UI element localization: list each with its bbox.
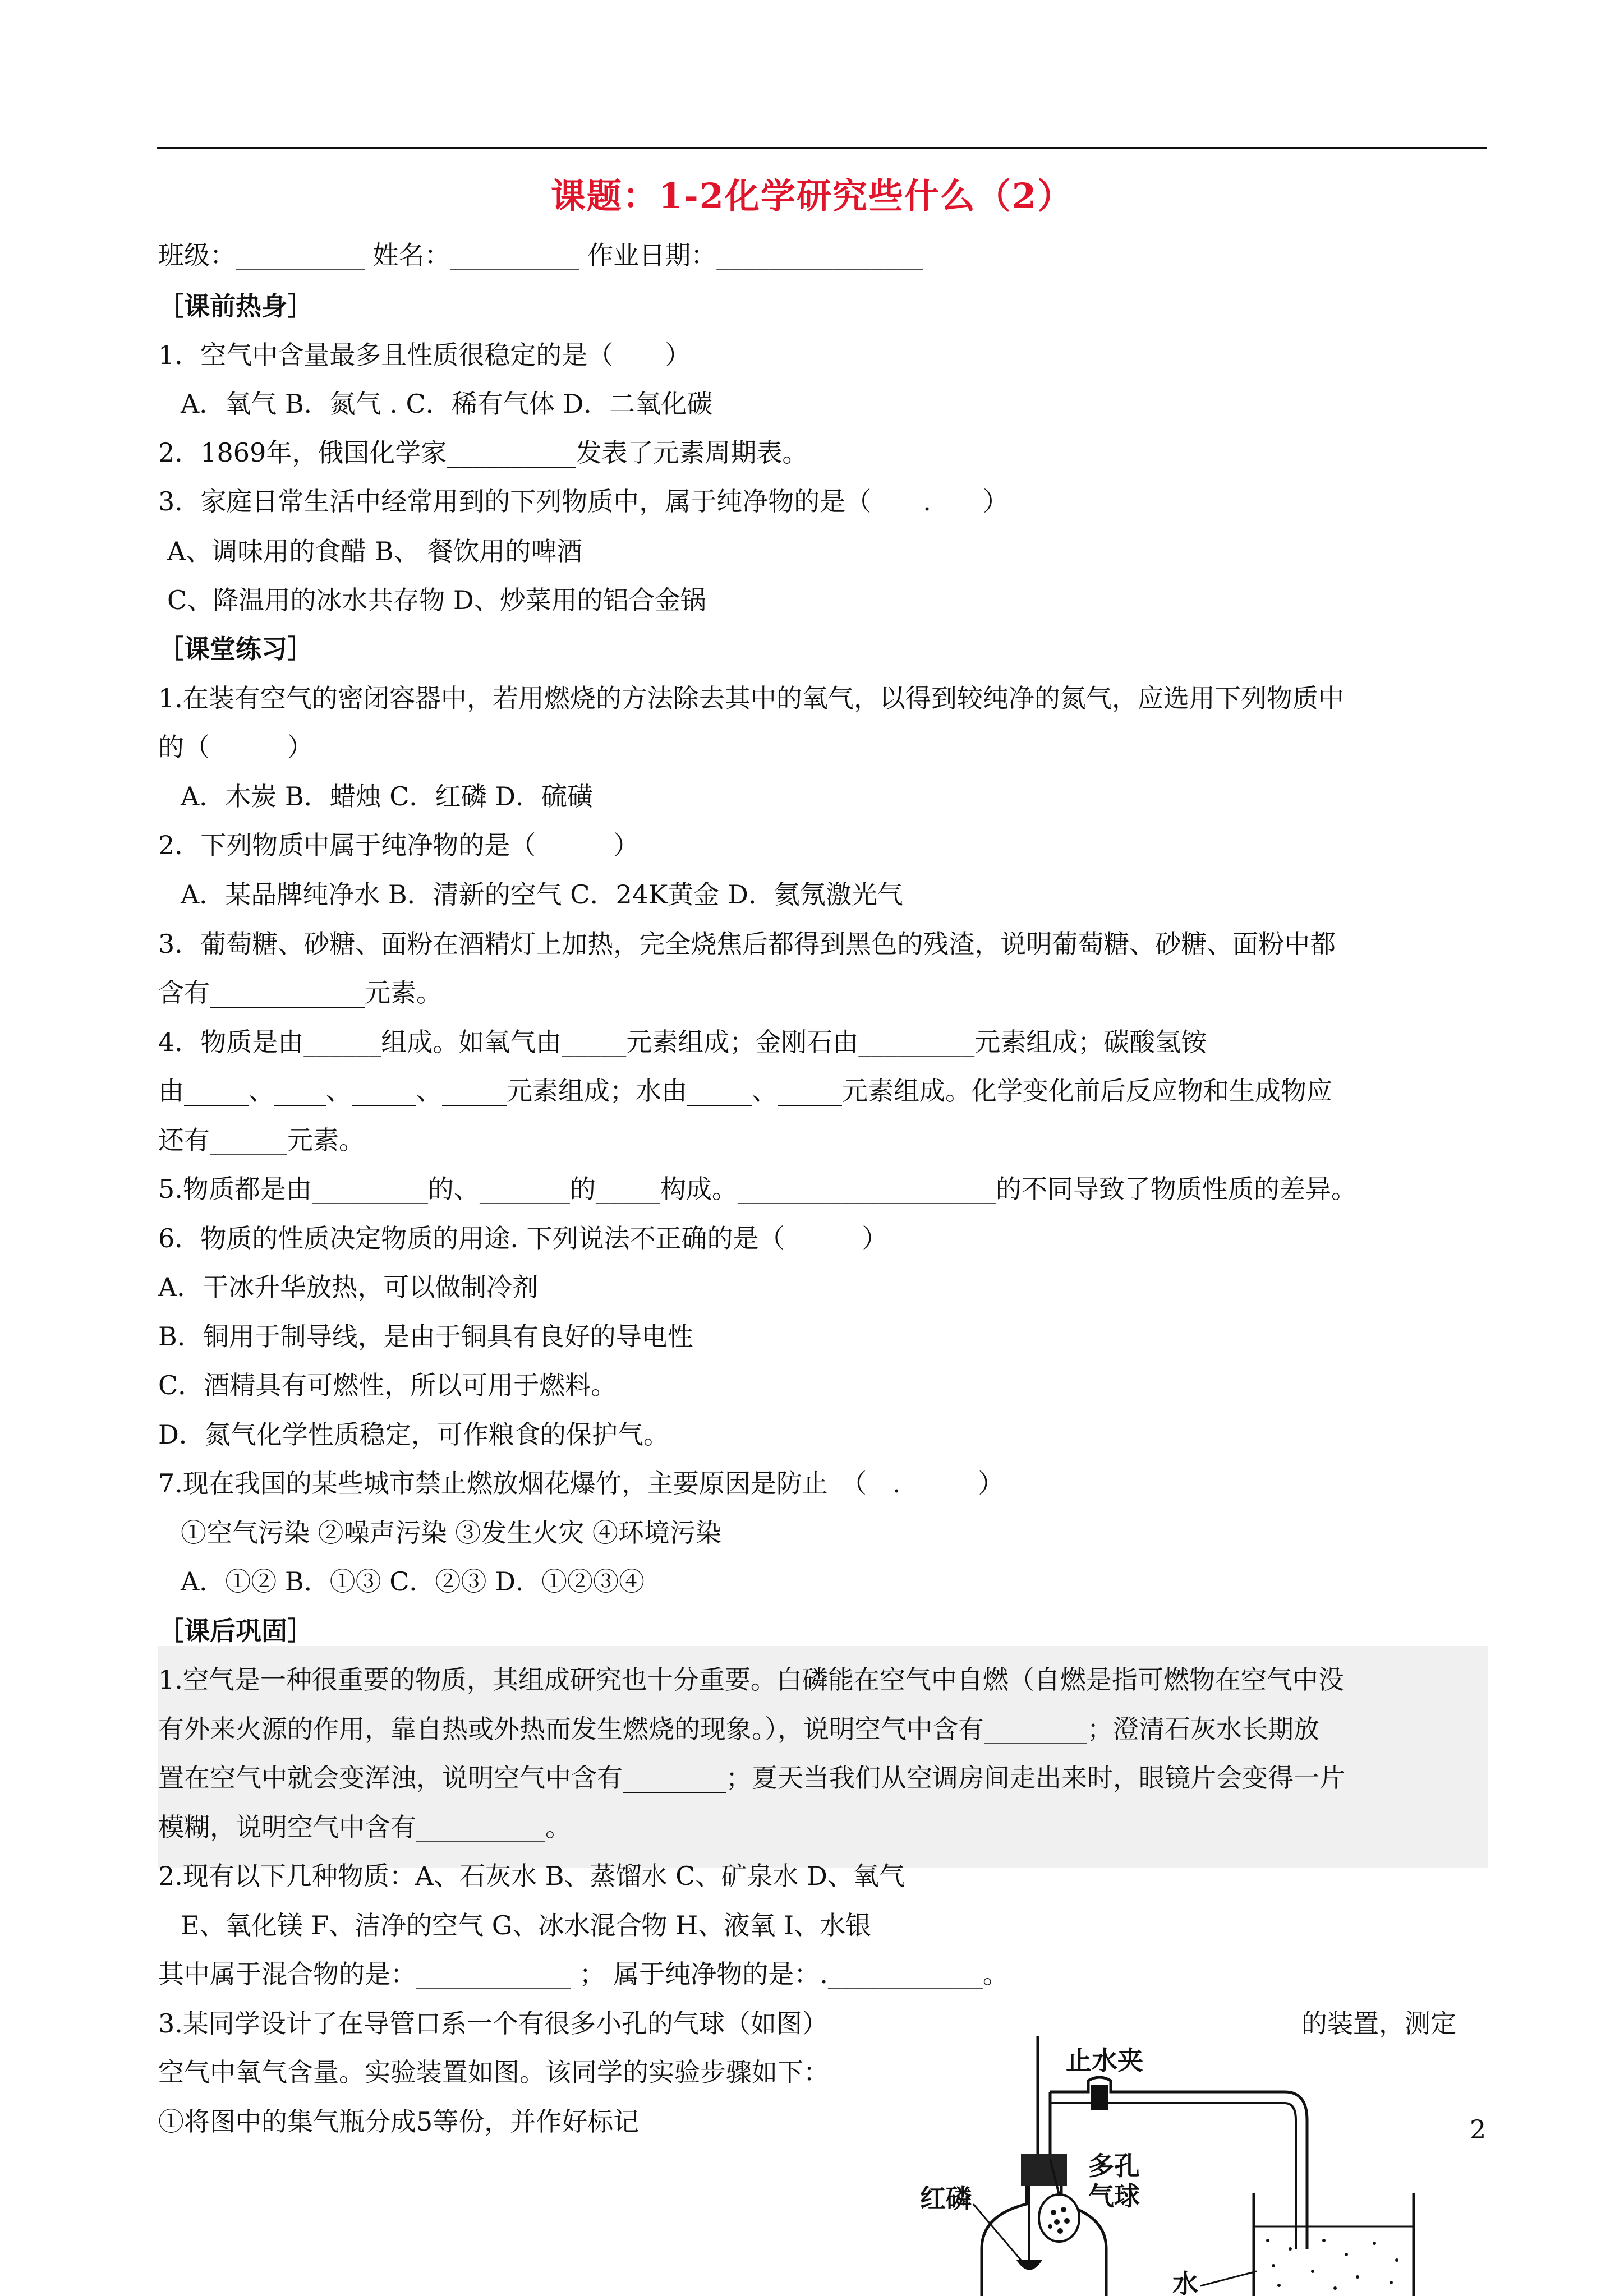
class-q5: 5.物质都是由_________的、_______的_____构成。____________________的不同导致了物质性质的差异。 <box>158 1174 1357 1204</box>
section-warmup: ［课前热身］ <box>158 291 313 321</box>
porous-balloon <box>1039 2194 1079 2242</box>
student-info-line: 班级：__________ 姓名：__________ 作业日期：________________ <box>158 240 923 270</box>
clamp-shape <box>1091 2085 1108 2110</box>
beaker <box>1254 2193 1414 2296</box>
class-q6-option-b: B．铜用于制导线，是由于铜具有良好的导电性 <box>158 1321 693 1352</box>
home-q1-line2: 有外来火源的作用，靠自热或外热而发生燃烧的现象。），说明空气中含有________；澄清石灰水长期放 <box>158 1714 1319 1744</box>
class-q6-option-d: D．氮气化学性质稳定，可作粮食的保护气。 <box>158 1419 669 1450</box>
class-q6: 6．物质的性质决定物质的用途. 下列说法不正确的是（ ） <box>158 1223 888 1253</box>
class-q3-line1: 3．葡萄糖、砂糖、面粉在酒精灯上加热，完全烧焦后都得到黑色的残渣，说明葡萄糖、砂糖、面粉中都 <box>158 929 1336 959</box>
class-q2: 2．下列物质中属于纯净物的是（ ） <box>158 830 640 860</box>
class-q3-line2: 含有____________元素。 <box>158 978 442 1008</box>
home-q3-line1-end: 的装置，测定 <box>1301 2008 1456 2039</box>
home-q1-line1: 1.空气是一种很重要的物质，其组成研究也十分重要。白磷能在空气中自燃（自燃是指可燃物在空气中没 <box>158 1665 1344 1695</box>
warmup-q2: 2．1869年，俄国化学家__________发表了元素周期表。 <box>158 437 808 468</box>
home-q3-line2: 空气中氧气含量。实验装置如图。该同学的实验步骤如下： <box>158 2057 829 2087</box>
clamp-label: 止水夹 <box>1066 2045 1143 2076</box>
class-q7: 7.现在我国的某些城市禁止燃放烟花爆竹，主要原因是防止 （ . ） <box>158 1468 1004 1499</box>
section-classwork: ［课堂练习］ <box>158 634 313 664</box>
class-q6-option-a: A．干冰升华放热，可以做制冷剂 <box>158 1272 539 1302</box>
class-q2-options: A．某品牌纯净水 B．清新的空气 C．24K黄金 D．氦氖激光气 <box>181 879 903 910</box>
class-q7-items: ①空气污染 ②噪声污染 ③发生火灾 ④环境污染 <box>181 1518 721 1548</box>
home-q3-line1: 3.某同学设计了在导管口系一个有很多小孔的气球（如图） <box>158 2008 828 2039</box>
home-q2-answer: 其中属于混合物的是：____________ ； 属于纯净物的是：.____________。 <box>158 1959 1009 1989</box>
class-q7-options: A．①② B．①③ C．②③ D．①②③④ <box>181 1566 645 1597</box>
page-number: 2 <box>1470 2114 1487 2145</box>
class-q6-option-c: C．酒精具有可燃性，所以可用于燃料。 <box>158 1370 617 1400</box>
class-q4-line2: 由_____、____、_____、_____元素组成；水由_____、_____元素组成。化学变化前后反应物和生成物应 <box>158 1076 1332 1106</box>
home-q2-items: E、氧化镁 F、洁净的空气 G、冰水混合物 H、液氧 I、水银 <box>181 1910 872 1940</box>
experiment-apparatus-figure <box>920 2025 1492 2296</box>
home-q3-line3: ①将图中的集气瓶分成5等份，并作好标记 <box>158 2106 640 2137</box>
class-q4-line3: 还有______元素。 <box>158 1125 365 1155</box>
home-q2: 2.现有以下几种物质：A、石灰水 B、蒸馏水 C、矿泉水 D、氧气 <box>158 1861 905 1891</box>
warmup-q3-options-1: A、调味用的食醋 B、 餐饮用的啤酒 <box>167 536 583 566</box>
class-q1-line1: 1.在装有空气的密闭容器中，若用燃烧的方法除去其中的氧气，以得到较纯净的氮气，应选用下列物质中 <box>158 683 1344 713</box>
balloon-label-1: 多孔 <box>1088 2151 1140 2181</box>
home-q1-line4: 模糊，说明空气中含有__________。 <box>158 1812 571 1842</box>
warmup-q3: 3．家庭日常生活中经常用到的下列物质中，属于纯净物的是（ . ） <box>158 486 1009 517</box>
class-q1-line2: 的（ ） <box>158 732 313 762</box>
class-q4-line1: 4．物质是由______组成。如氧气由_____元素组成；金刚石由_________元素组成；碳酸氢铵 <box>158 1027 1207 1057</box>
class-q1-options: A．木炭 B．蜡烛 C．红磷 D．硫磺 <box>181 781 593 812</box>
home-q1-line3: 置在空气中就会变浑浊，说明空气中含有________；夏天当我们从空调房间走出来时，眼镜片会变得一片 <box>158 1763 1345 1793</box>
balloon-label-2: 气球 <box>1088 2181 1140 2211</box>
warmup-q1: 1．空气中含量最多且性质很稳定的是（ ） <box>158 340 691 370</box>
warmup-q3-options-2: C、降温用的冰水共存物 D、炒菜用的铝合金锅 <box>167 585 706 615</box>
water-label: 水 <box>1172 2269 1198 2296</box>
stopper <box>1021 2154 1067 2186</box>
warmup-q1-options: A．氧气 B．氮气 . C．稀有气体 D．二氧化碳 <box>181 389 713 419</box>
section-homework: ［课后巩固］ <box>158 1616 313 1646</box>
page-title: 课题：1-2化学研究些什么（2） <box>550 176 1074 216</box>
phosphorus-label: 红磷 <box>920 2183 972 2214</box>
header-rule <box>157 147 1487 149</box>
combustion-spoon <box>1016 2260 1042 2270</box>
